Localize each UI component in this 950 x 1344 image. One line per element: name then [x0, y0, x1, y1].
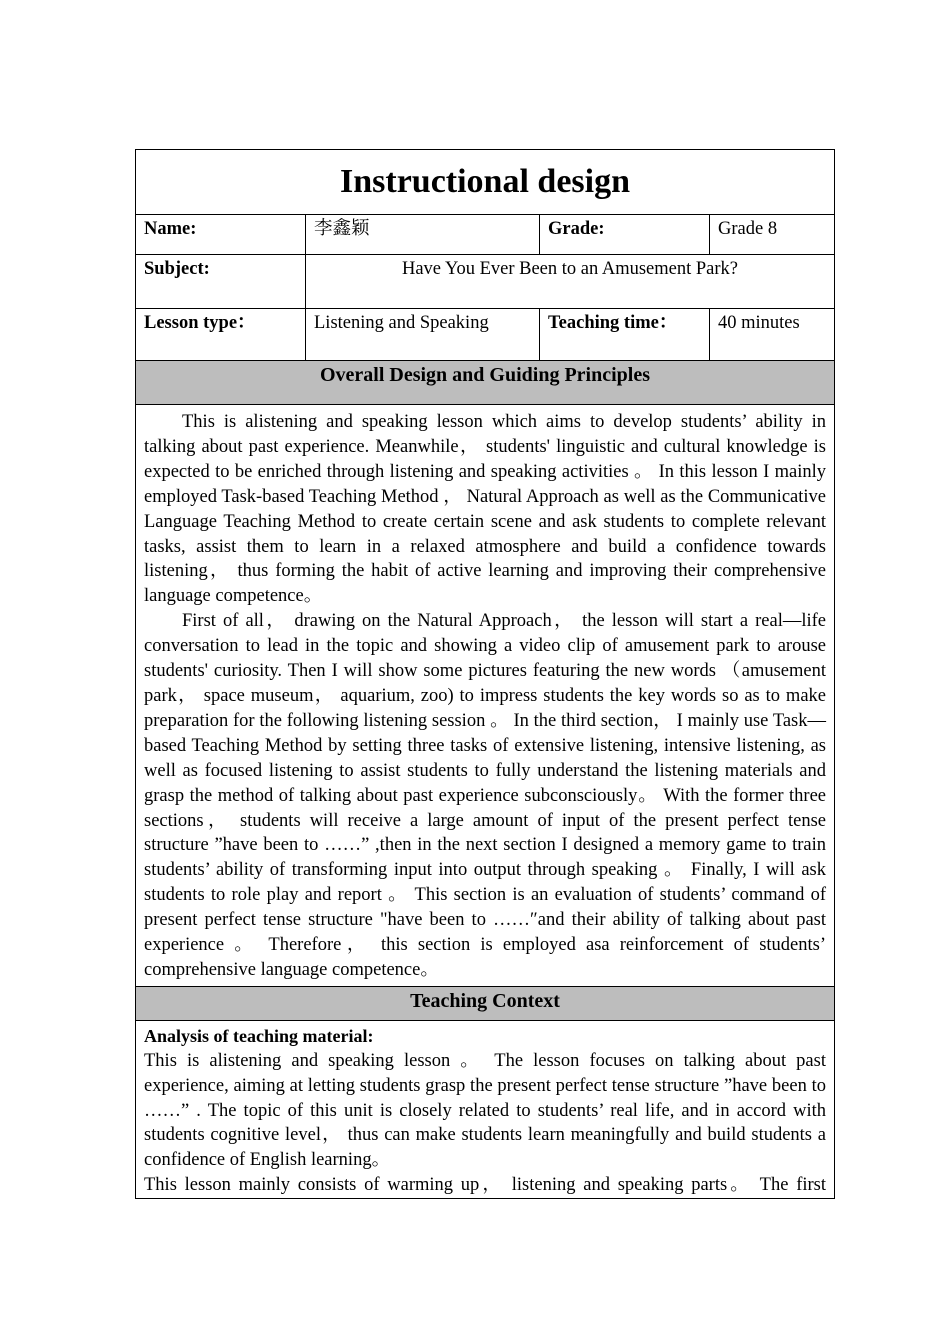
context-heading: Teaching Context [136, 986, 835, 1020]
context-paragraph-2: This lesson mainly consists of warming up， listening and speaking parts。 The first [144, 1175, 826, 1196]
lesson-type-value: Listening and Speaking [306, 309, 540, 361]
name-label: Name: [136, 215, 306, 255]
lesson-type-row [136, 309, 835, 361]
title-row [136, 150, 835, 215]
context-body [136, 1020, 835, 1198]
instructional-design-table [135, 149, 835, 1199]
teaching-time-label: Teaching time： [540, 309, 710, 361]
grade-label: Grade: [540, 215, 710, 255]
overall-heading: Overall Design and Guiding Principles [136, 361, 835, 405]
lesson-type-label: Lesson type： [136, 309, 306, 361]
context-paragraph-1: This is alistening and speaking lesson 。 The lesson focuses on talking about past experience, aiming at letting students grasp the present perfect tense structure ”have been to ……” . The topic of this unit is closely related to students’ real life, and in accord with students cognitive level， thus can make students learn meaningfully and build students a confidence of English learning。 [144, 1050, 826, 1171]
overall-paragraph-2: First of all， drawing on the Natural Approach， the lesson will start a real—life conversation to lead in the topic and showing a video clip of amusement park to arouse students' curiosity. Then I will show some pictures featuring the new words （amusement park， space museum， aquarium, zoo) to impress students the key words so as to make preparation for the following listening session 。 In the third section， I mainly use Task—based Teaching Method by setting three tasks of extensive listening, intensive listening, as well as focused listening to assist students to fully understand the listening materials and grasp the method of talking about past experience subconsciously。 With the former three sections， students will receive a large amount of input of the present perfect tense structure ”have been to ……” ,then in the next section I designed a memory game to train students’ ability of transforming input into output through speaking 。 Finally, I will ask students to role play and report 。 This section is an evaluation of students’ command of present perfect tense structure "have been to ……″and their ability of talking about past experience 。 Therefore， this section is employed asa reinforcement of students’ comprehensive language competence。 [144, 611, 826, 980]
subject-label: Subject: [136, 255, 306, 309]
overall-body [136, 405, 835, 987]
overall-paragraph-1: This is alistening and speaking lesson which aims to develop students’ ability in talking about past experience. Meanwhile， students' linguistic and cultural knowledge is expected to be enriched through listening and speaking activities 。 In this lesson I mainly employed Task-based Teaching Method ， Natural Approach as well as the Communicative Language Teaching Method to create certain scene and ask students to complete relevant tasks, assist them to learn in a relaxed atmosphere and build a confidence towards listening， thus forming the habit of active learning and improving their comprehensive language competence。 [144, 412, 826, 607]
overall-body-row [136, 405, 835, 987]
context-body-row [136, 1020, 835, 1198]
material-analysis-heading: Analysis of teaching material: [144, 1025, 374, 1046]
context-heading-row [136, 986, 835, 1020]
grade-value: Grade 8 [710, 215, 835, 255]
subject-row [136, 255, 835, 309]
teaching-time-value: 40 minutes [710, 309, 835, 361]
overall-heading-row [136, 361, 835, 405]
subject-value: Have You Ever Been to an Amusement Park? [306, 255, 835, 309]
document-title: Instructional design [136, 150, 835, 215]
name-value: 李鑫颖 [306, 215, 540, 255]
name-grade-row [136, 215, 835, 255]
